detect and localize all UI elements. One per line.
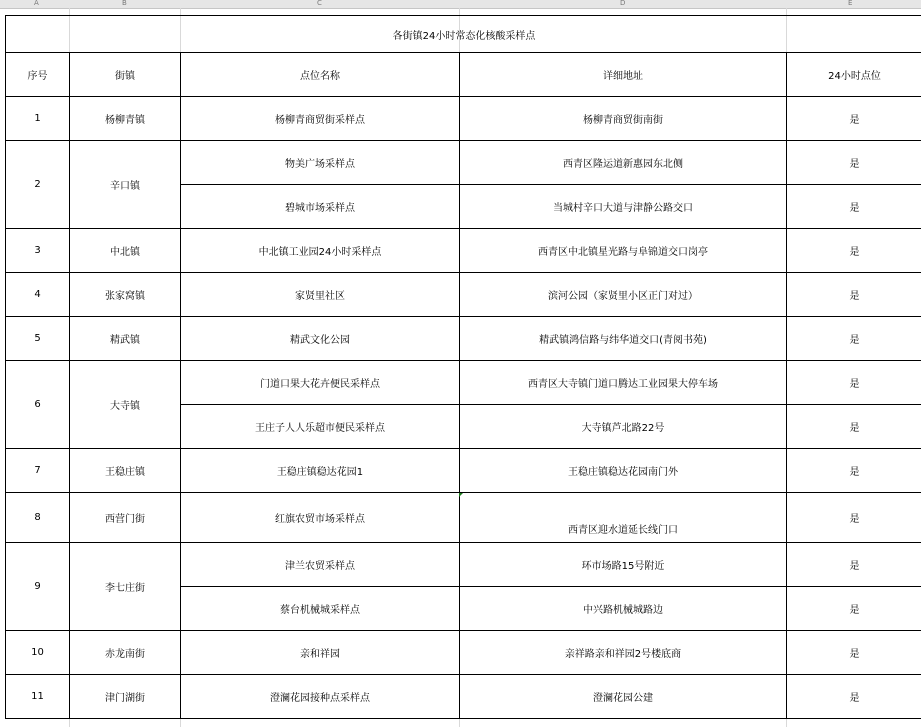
cell-site[interactable]: 精武文化公园: [181, 317, 460, 361]
table-row: [6, 449, 921, 493]
cell-site[interactable]: 红旗农贸市场采样点: [181, 493, 460, 543]
column-header-d[interactable]: D: [620, 0, 626, 7]
cell-town[interactable]: 津门湖街: [70, 675, 181, 719]
cell-no[interactable]: 5: [6, 317, 70, 361]
header-row: [6, 53, 921, 97]
cell-site[interactable]: 物美广场采样点: [181, 141, 460, 185]
cell-site[interactable]: 王庄子人人乐超市便民采样点: [181, 405, 460, 449]
cell-town[interactable]: 杨柳青镇: [70, 97, 181, 141]
cell-address[interactable]: 当城村辛口大道与津静公路交口: [460, 185, 787, 229]
table-row: [6, 361, 921, 405]
table-row: [6, 273, 921, 317]
cell-no[interactable]: 1: [6, 97, 70, 141]
cell-24h[interactable]: 是: [787, 543, 921, 587]
header-24h[interactable]: 24小时点位: [787, 53, 921, 97]
column-header-c[interactable]: C: [317, 0, 322, 7]
cell-24h[interactable]: 是: [787, 493, 921, 543]
header-town[interactable]: 街镇: [70, 53, 181, 97]
column-header-b[interactable]: B: [122, 0, 127, 7]
cell-site[interactable]: 门道口果大花卉便民采样点: [181, 361, 460, 405]
cell-address[interactable]: 西青区大寺镇门道口腾达工业园果大停车场: [460, 361, 787, 405]
cell-site[interactable]: 王稳庄镇稳达花园1: [181, 449, 460, 493]
cell-address[interactable]: 滨河公园（家贤里小区正门对过）: [460, 273, 787, 317]
table-title[interactable]: 各街镇24小时常态化核酸采样点: [6, 16, 921, 53]
cell-address[interactable]: 王稳庄镇稳达花园南门外: [460, 449, 787, 493]
table-row: [6, 631, 921, 675]
table-row: [6, 675, 921, 719]
cell-site[interactable]: 碧城市场采样点: [181, 185, 460, 229]
cell-town[interactable]: 张家窝镇: [70, 273, 181, 317]
header-site[interactable]: 点位名称: [181, 53, 460, 97]
cell-no[interactable]: 2: [6, 141, 70, 229]
cell-site[interactable]: 津兰农贸采样点: [181, 543, 460, 587]
table-row: [6, 543, 921, 587]
cell-address[interactable]: 西青区迎水道延长线门口: [460, 493, 787, 543]
cell-no[interactable]: 7: [6, 449, 70, 493]
cell-24h[interactable]: 是: [787, 361, 921, 405]
column-header-e[interactable]: E: [848, 0, 853, 7]
cell-no[interactable]: 3: [6, 229, 70, 273]
cell-24h[interactable]: 是: [787, 185, 921, 229]
cell-town[interactable]: 精武镇: [70, 317, 181, 361]
header-address[interactable]: 详细地址: [460, 53, 787, 97]
cell-site[interactable]: 澄澜花园接种点采样点: [181, 675, 460, 719]
table-row: [6, 97, 921, 141]
cell-address[interactable]: 精武镇鸿信路与纬华道交口(青阅书苑): [460, 317, 787, 361]
cell-24h[interactable]: 是: [787, 675, 921, 719]
column-header-a[interactable]: A: [34, 0, 39, 7]
cell-24h[interactable]: 是: [787, 273, 921, 317]
cell-town[interactable]: 辛口镇: [70, 141, 181, 229]
cell-no[interactable]: 9: [6, 543, 70, 631]
cell-24h[interactable]: 是: [787, 97, 921, 141]
cell-24h[interactable]: 是: [787, 317, 921, 361]
cell-site[interactable]: 亲和祥园: [181, 631, 460, 675]
cell-site[interactable]: 蔡台机械城采样点: [181, 587, 460, 631]
table-row: [6, 141, 921, 185]
cell-no[interactable]: 4: [6, 273, 70, 317]
cell-address[interactable]: 环市场路15号附近: [460, 543, 787, 587]
cell-town[interactable]: 中北镇: [70, 229, 181, 273]
cell-24h[interactable]: 是: [787, 405, 921, 449]
cell-24h[interactable]: 是: [787, 631, 921, 675]
cell-address[interactable]: 澄澜花园公建: [460, 675, 787, 719]
cell-town[interactable]: 西营门街: [70, 493, 181, 543]
column-header-bar: [0, 0, 921, 9]
cell-24h[interactable]: 是: [787, 587, 921, 631]
cell-town[interactable]: 赤龙南街: [70, 631, 181, 675]
cell-address[interactable]: 中兴路机械城路边: [460, 587, 787, 631]
cell-no[interactable]: 10: [6, 631, 70, 675]
header-no[interactable]: 序号: [6, 53, 70, 97]
cell-24h[interactable]: 是: [787, 449, 921, 493]
cell-site[interactable]: 杨柳青商贸街采样点: [181, 97, 460, 141]
cell-address[interactable]: 西青区隆运道新惠园东北侧: [460, 141, 787, 185]
cell-no[interactable]: 6: [6, 361, 70, 449]
cell-comment-marker: [459, 493, 463, 497]
cell-town[interactable]: 李七庄街: [70, 543, 181, 631]
cell-24h[interactable]: 是: [787, 141, 921, 185]
cell-site[interactable]: 中北镇工业园24小时采样点: [181, 229, 460, 273]
cell-address[interactable]: 西青区中北镇星光路与阜锦道交口岗亭: [460, 229, 787, 273]
cell-24h[interactable]: 是: [787, 229, 921, 273]
cell-address[interactable]: 大寺镇芦北路22号: [460, 405, 787, 449]
cell-address[interactable]: 亲祥路亲和祥园2号楼底商: [460, 631, 787, 675]
table-row: [6, 493, 921, 543]
cell-address[interactable]: 杨柳青商贸街南街: [460, 97, 787, 141]
table-row: [6, 229, 921, 273]
cell-no[interactable]: 8: [6, 493, 70, 543]
table-row: [6, 317, 921, 361]
sampling-sites-table: [5, 15, 921, 719]
cell-town[interactable]: 王稳庄镇: [70, 449, 181, 493]
cell-no[interactable]: 11: [6, 675, 70, 719]
cell-town[interactable]: 大寺镇: [70, 361, 181, 449]
cell-site[interactable]: 家贤里社区: [181, 273, 460, 317]
